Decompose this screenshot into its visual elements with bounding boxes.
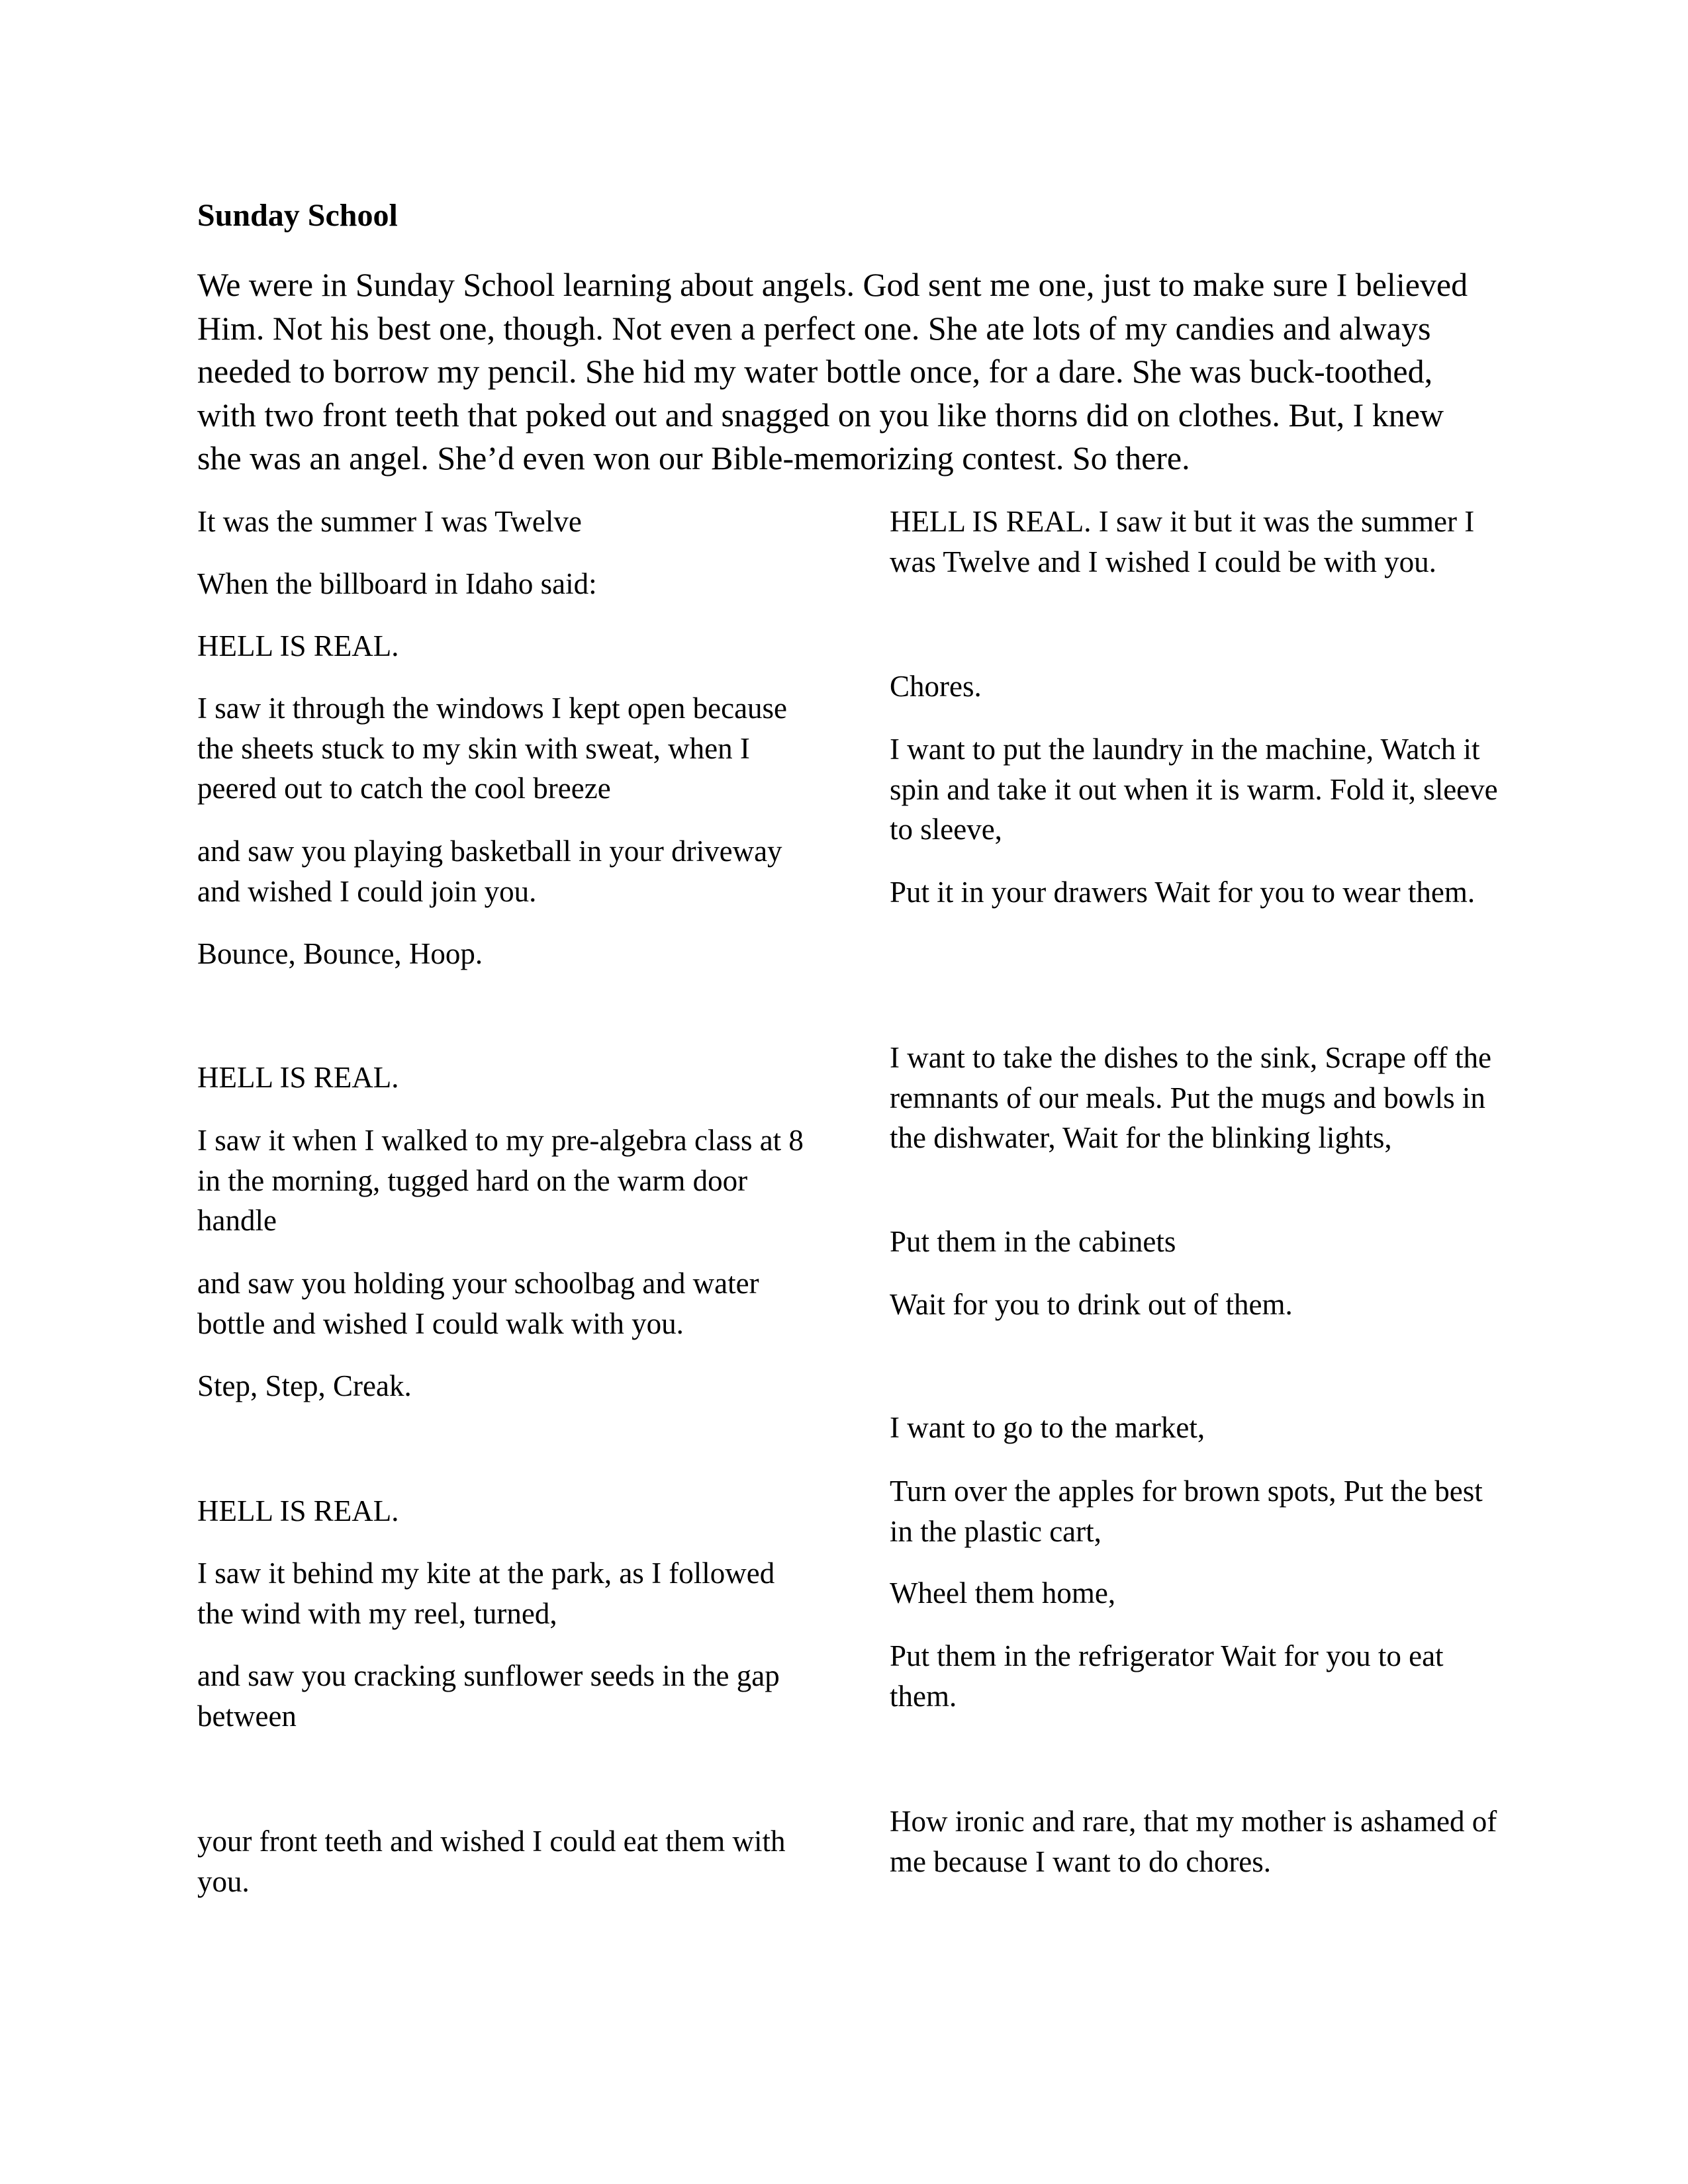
right-stanza: I want to take the dishes to the sink, Scrape off the remnants of our meals. Put the mugs and bowls in the dishwater, Wait for the blinking lights, bbox=[890, 1041, 1491, 1154]
document-title: Sunday School bbox=[197, 198, 398, 233]
left-stanza: HELL IS REAL. bbox=[197, 1061, 399, 1094]
right-stanza: Turn over the apples for brown spots, Put the best in the plastic cart, bbox=[890, 1475, 1483, 1548]
right-stanza: I want to put the laundry in the machine, Watch it spin and take it out when it is warm. Fold it, sleeve to sleeve, bbox=[890, 733, 1498, 846]
left-stanza: Bounce, Bounce, Hoop. bbox=[197, 937, 483, 970]
left-stanza: and saw you holding your schoolbag and water bottle and wished I could walk with you. bbox=[197, 1267, 759, 1340]
right-stanza: Wait for you to drink out of them. bbox=[890, 1288, 1293, 1321]
left-stanza: and saw you playing basketball in your driveway and wished I could join you. bbox=[197, 835, 782, 908]
left-stanza: and saw you cracking sunflower seeds in the gap between bbox=[197, 1659, 780, 1733]
right-stanza: HELL IS REAL. I saw it but it was the summer I was Twelve and I wished I could be with you. bbox=[890, 505, 1475, 578]
right-stanza: Put them in the refrigerator Wait for you to eat them. bbox=[890, 1639, 1444, 1713]
left-stanza: When the billboard in Idaho said: bbox=[197, 567, 597, 600]
right-stanza: Chores. bbox=[890, 670, 982, 703]
left-stanza: I saw it when I walked to my pre-algebra class at 8 in the morning, tugged hard on the warm door handle bbox=[197, 1124, 804, 1237]
left-stanza: I saw it through the windows I kept open because the sheets stuck to my skin with sweat, when I peered out to catch the cool breeze bbox=[197, 692, 788, 805]
left-stanza: HELL IS REAL. bbox=[197, 629, 399, 662]
left-stanza: Step, Step, Creak. bbox=[197, 1369, 412, 1402]
right-stanza: Put it in your drawers Wait for you to wear them. bbox=[890, 876, 1476, 909]
right-stanza: Wheel them home, bbox=[890, 1576, 1116, 1610]
right-stanza: Put them in the cabinets bbox=[890, 1225, 1176, 1258]
left-stanza: your front teeth and wished I could eat them with you. bbox=[197, 1825, 786, 1898]
intro-paragraph: We were in Sunday School learning about angels. God sent me one, just to make sure I believed Him. Not his best one, though. Not even a perfect one. She ate lots of my candies and always needed to borrow my pencil. She hid my water bottle once, for a dare. She was buck-toothed, with two front teeth that poked out and snagged on you like thorns did on clothes. But, I knew she was an angel. She’d even won our Bible-memorizing contest. So there. bbox=[197, 266, 1468, 477]
right-stanza: How ironic and rare, that my mother is ashamed of me because I want to do chores. bbox=[890, 1805, 1497, 1878]
right-stanza: I want to go to the market, bbox=[890, 1411, 1205, 1444]
left-stanza: It was the summer I was Twelve bbox=[197, 505, 582, 538]
left-stanza: I saw it behind my kite at the park, as I followed the wind with my reel, turned, bbox=[197, 1557, 775, 1630]
left-stanza: HELL IS REAL. bbox=[197, 1494, 399, 1527]
